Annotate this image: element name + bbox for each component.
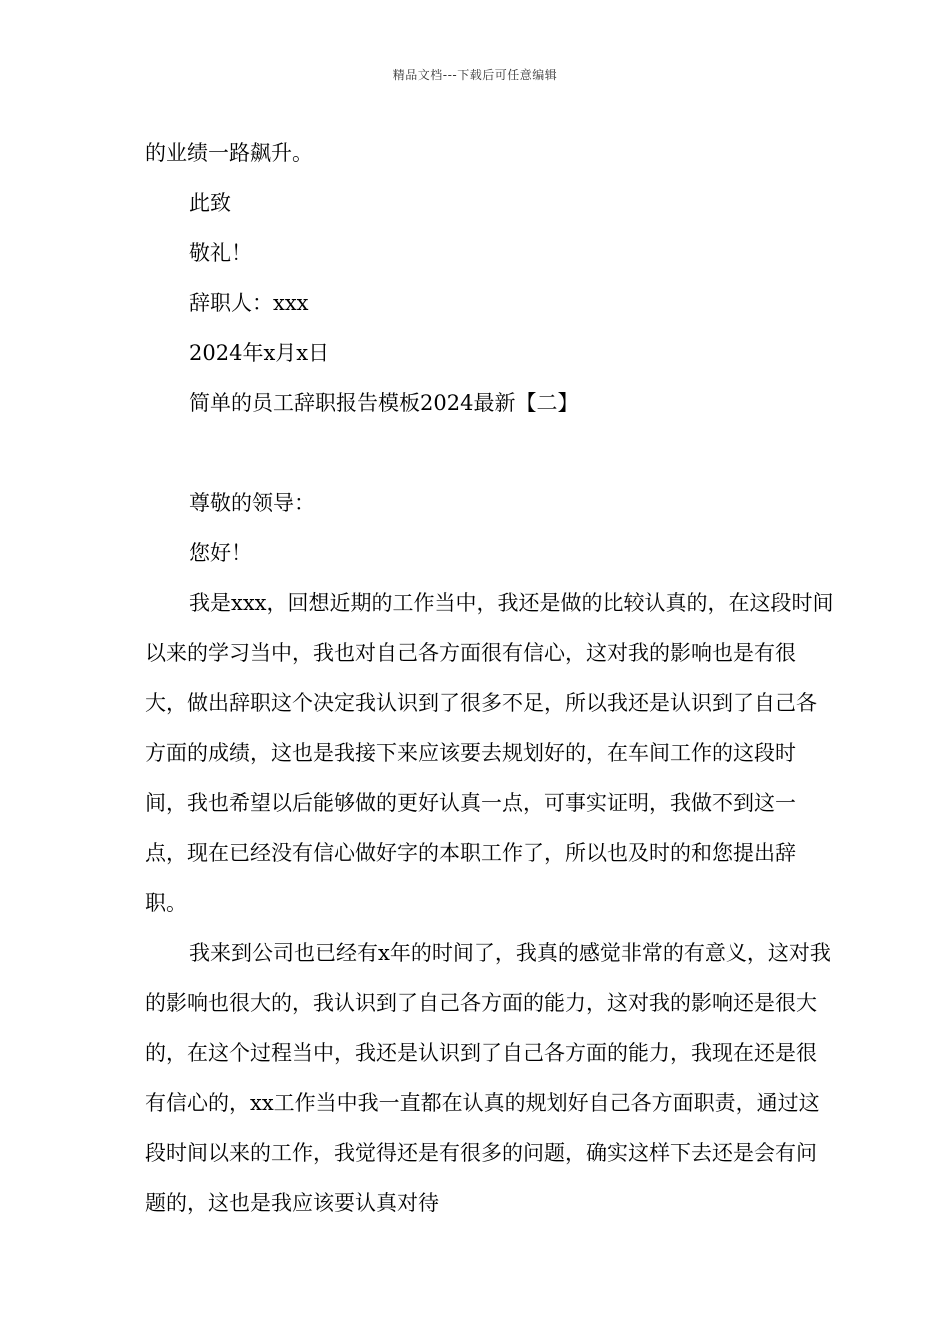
letter-date: 2024年x月x日 (189, 341, 330, 365)
paragraph-closing-line: 的业绩一路飙升。 (145, 141, 313, 165)
greeting-hello: 您好！ (189, 541, 252, 565)
greeting-recipient: 尊敬的领导： (189, 491, 315, 515)
section-title: 简单的员工辞职报告模板2024最新【二】 (189, 391, 579, 415)
salutation-jingli: 敬礼！ (189, 241, 252, 265)
resigner-name: 辞职人：xxx (189, 291, 309, 315)
blank-line (145, 428, 835, 478)
paragraph-body-2: 我来到公司也已经有x年的时间了，我真的感觉非常的有意义，这对我的影响也很大的，我认识到了自己各方面的能力，这对我的影响还是很大的，在这个过程当中，我还是认识到了自己各方面的能力，我现在还是很有信心的，xx工作当中我一直都在认真的规划好自己各方面职责，通过这段时间以来的工作，我觉得还是有很多的问题，确实这样下去还是会有问题的，这也是我应该要认真对待 (145, 941, 831, 1215)
document-body (145, 128, 835, 1228)
paragraph-body-1: 我是xxx，回想近期的工作当中，我还是做的比较认真的，在这段时间以来的学习当中，我也对自己各方面很有信心，这对我的影响也是有很大，做出辞职这个决定我认识到了很多不足，所以我还是认识到了自己各方面的成绩，这也是我接下来应该要去规划好的，在车间工作的这段时间，我也希望以后能够做的更好认真一点，可事实证明，我做不到这一点，现在已经没有信心做好字的本职工作了，所以也及时的和您提出辞职。 (145, 591, 834, 915)
page-header: 精品文档---下载后可任意编辑 (392, 68, 558, 82)
salutation-cizhi: 此致 (189, 191, 231, 215)
